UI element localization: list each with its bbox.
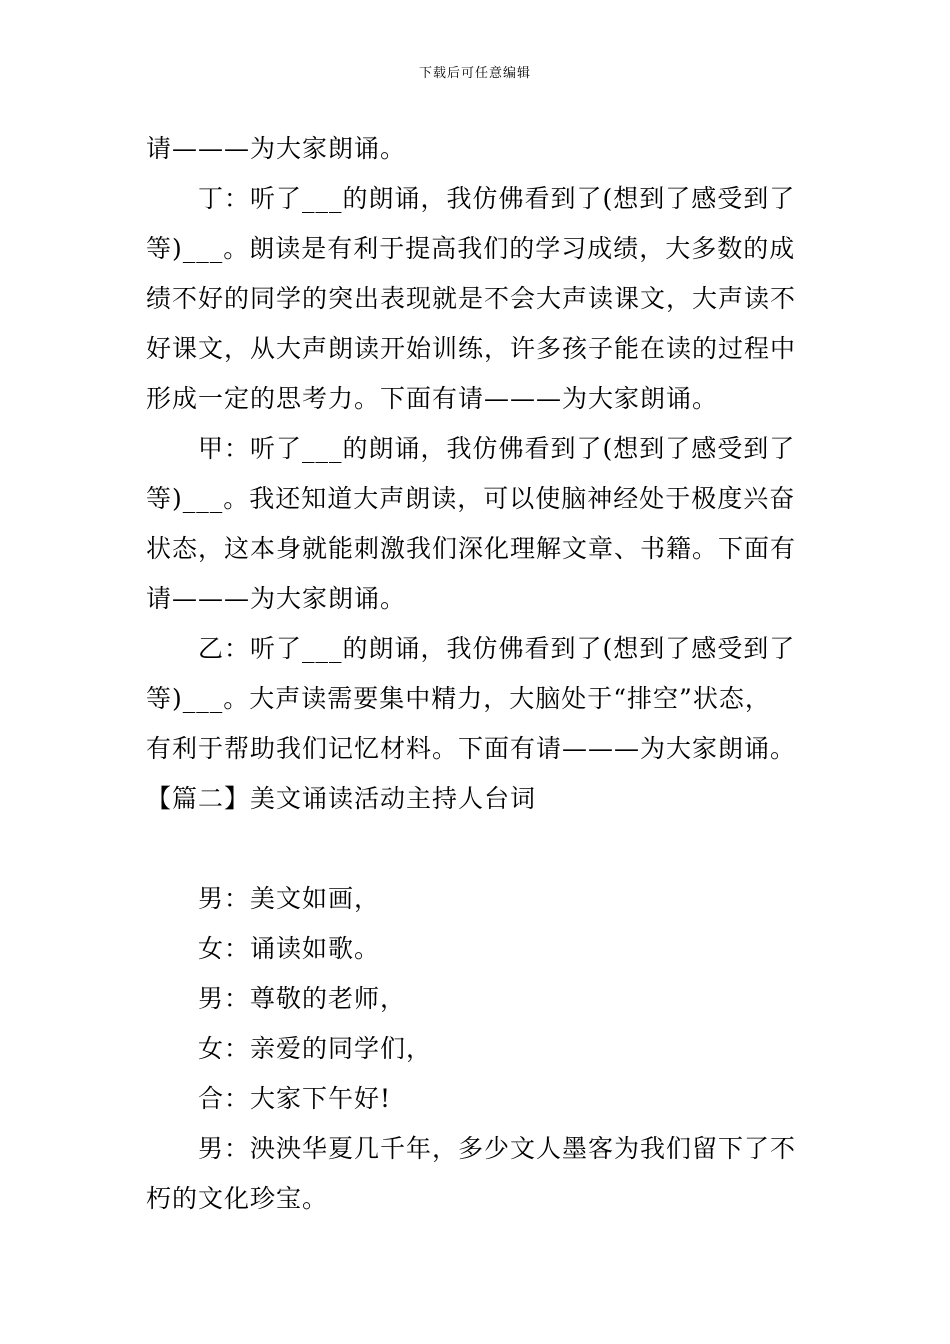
text-line: 等)___。朗读是有利于提高我们的学习成绩，大多数的成 [146, 234, 796, 263]
text-line: 丁：听了___的朗诵，我仿佛看到了(想到了感受到了 [198, 184, 796, 213]
page-header: 下载后可任意编辑 [418, 66, 531, 81]
text-line: 合：大家下午好! [198, 1084, 392, 1113]
document-body [146, 124, 810, 1224]
text-line: 男：泱泱华夏几千年，多少文人墨客为我们留下了不 [198, 1134, 797, 1163]
text-line: 形成一定的思考力。下面有请———为大家朗诵。 [146, 384, 719, 413]
text-line: 甲：听了___的朗诵，我仿佛看到了(想到了感受到了 [198, 434, 796, 463]
text-line: 等)___。大声读需要集中精力，大脑处于“排空”状态， [146, 684, 771, 713]
blank-line [146, 824, 810, 874]
text-line: 男：美文如画， [198, 884, 381, 913]
text-line: 请———为大家朗诵。 [146, 584, 407, 613]
text-line: 朽的文化珍宝。 [146, 1184, 329, 1213]
text-line: 请———为大家朗诵。 [146, 134, 407, 163]
text-line: 状态，这本身就能刺激我们深化理解文章、书籍。下面有 [146, 534, 797, 563]
text-line: 女：亲爱的同学们， [198, 1034, 433, 1063]
text-line: 等)___。我还知道大声朗读，可以使脑神经处于极度兴奋 [146, 484, 796, 513]
text-line: 男：尊敬的老师， [198, 984, 407, 1013]
text-line: 好课文，从大声朗读开始训练，许多孩子能在读的过程中 [146, 334, 797, 363]
text-line: 绩不好的同学的突出表现就是不会大声读课文，大声读不 [146, 284, 797, 313]
text-line: 有利于帮助我们记忆材料。下面有请———为大家朗诵。 [146, 734, 797, 763]
text-line: 【篇二】美文诵读活动主持人台词 [146, 784, 537, 813]
text-line: 女：诵读如歌。 [198, 934, 381, 963]
text-line: 乙：听了___的朗诵，我仿佛看到了(想到了感受到了 [198, 634, 796, 663]
